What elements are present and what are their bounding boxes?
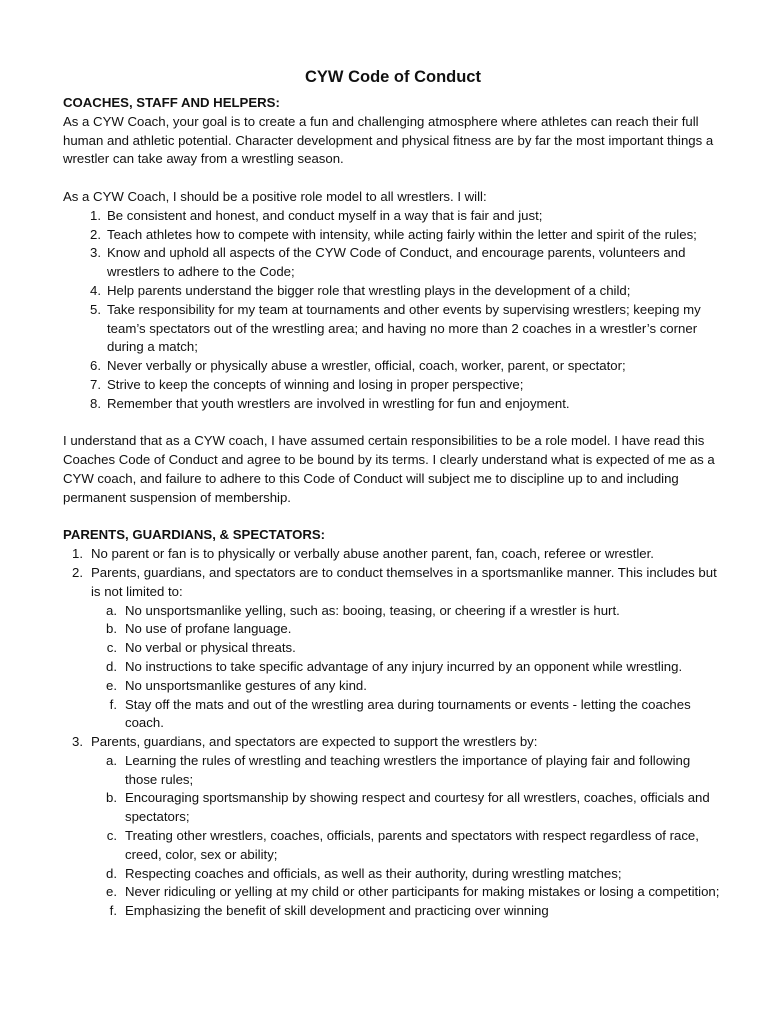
list-marker: 1. [72, 546, 83, 562]
list-item-text: Be consistent and honest, and conduct myself in a way that is fair and just; [107, 207, 543, 223]
list-item-text: No unsportsmanlike gestures of any kind. [125, 677, 367, 693]
list-item-text: Teach athletes how to compete with intensity, while acting fairly within the letter and spirit of the rules; [107, 226, 697, 242]
list-item [63, 244, 723, 282]
sub-list-item [63, 696, 723, 734]
list-item [63, 733, 723, 752]
sub-list-item [63, 883, 723, 902]
list-item-text: Know and uphold all aspects of the CYW Code of Conduct, and encourage parents, volunteers and wrestlers to adhere to the Code; [107, 245, 686, 280]
list-item-text: Encouraging sportsmanship by showing respect and courtesy for all wrestlers, coaches, officials and spectators; [125, 790, 710, 825]
spacer [63, 169, 723, 188]
list-marker: 2. [72, 564, 83, 580]
parents-rules-list [63, 545, 723, 921]
list-marker: f. [109, 903, 117, 919]
spacer [63, 508, 723, 527]
sub-list-item [63, 827, 723, 865]
list-marker: 5. [90, 301, 101, 317]
sub-list-item [63, 602, 723, 621]
coaches-pledge-intro: As a CYW Coach, I should be a positive role model to all wrestlers. I will: [63, 188, 487, 204]
coaches-intro: As a CYW Coach, your goal is to create a fun and challenging atmosphere where athletes can reach their full human and athletic potential. Character development and physical fitness are by far the most important things a wrestler can take away from a wrestling season. [63, 113, 714, 167]
list-item-text: No unsportsmanlike yelling, such as: booing, teasing, or cheering if a wrestler is hurt. [125, 602, 620, 618]
list-item [63, 207, 723, 226]
list-item-text: Parents, guardians, and spectators are expected to support the wrestlers by: [91, 734, 538, 750]
list-item [63, 545, 723, 564]
list-marker: f. [109, 696, 117, 712]
list-item-text: No use of profane language. [125, 621, 292, 637]
list-marker: e. [106, 677, 117, 693]
list-marker: d. [106, 865, 117, 881]
list-item-text: Respecting coaches and officials, as well as their authority, during wrestling matches; [125, 865, 622, 881]
sub-list-item [63, 865, 723, 884]
list-item [63, 282, 723, 301]
list-marker: c. [106, 828, 117, 844]
list-item [63, 564, 723, 602]
list-marker: 2. [90, 226, 101, 242]
list-marker: 6. [90, 358, 101, 374]
page-title: CYW Code of Conduct [305, 68, 481, 86]
sub-list-item [63, 620, 723, 639]
list-item [63, 395, 723, 414]
sub-list-item [63, 639, 723, 658]
list-item-text: No parent or fan is to physically or verbally abuse another parent, fan, coach, referee or wrestler. [91, 546, 654, 562]
list-marker: 7. [90, 376, 101, 392]
list-item-text: Help parents understand the bigger role that wrestling plays in the development of a child; [107, 282, 631, 298]
list-item-text: Learning the rules of wrestling and teaching wrestlers the importance of playing fair and following those rules; [125, 752, 691, 787]
list-marker: b. [106, 621, 117, 637]
list-item [63, 301, 723, 357]
parents-section [63, 526, 723, 921]
list-marker: c. [106, 640, 117, 656]
list-marker: 3. [90, 245, 101, 261]
coaches-heading: COACHES, STAFF AND HELPERS: [63, 95, 280, 110]
document-page [63, 66, 723, 921]
list-item-text: Stay off the mats and out of the wrestling area during tournaments or events - letting the coaches coach. [125, 696, 691, 731]
list-item-text: Parents, guardians, and spectators are to conduct themselves in a sportsmanlike manner. This includes but is not limited to: [91, 564, 717, 599]
list-marker: 4. [90, 282, 101, 298]
list-marker: a. [106, 602, 117, 618]
list-item-text: Never ridiculing or yelling at my child or other participants for making mistakes or losing a competition; [125, 884, 720, 900]
list-item-text: Never verbally or physically abuse a wrestler, official, coach, worker, parent, or spectator; [107, 358, 626, 374]
list-item-text: Emphasizing the benefit of skill development and practicing over winning [125, 903, 549, 919]
list-item [63, 226, 723, 245]
list-marker: 8. [90, 395, 101, 411]
list-item [63, 357, 723, 376]
sub-list-item [63, 658, 723, 677]
list-item-text: No verbal or physical threats. [125, 640, 296, 656]
list-item-text: Strive to keep the concepts of winning and losing in proper perspective; [107, 376, 524, 392]
list-marker: e. [106, 884, 117, 900]
coaches-agreement: I understand that as a CYW coach, I have assumed certain responsibilities to be a role model. I have read this Coaches Code of Conduct and agree to be bound by its terms. I clearly understand what is expected of me as a CYW coach, and failure to adhere to this Code of Conduct will subject me to discipline up to and including permanent suspension of membership. [63, 433, 715, 505]
sub-list-item [63, 752, 723, 790]
list-marker: 1. [90, 207, 101, 223]
list-item [63, 376, 723, 395]
list-marker: 3. [72, 734, 83, 750]
sub-list-item [63, 902, 723, 921]
list-marker: b. [106, 790, 117, 806]
coaches-pledge-list [63, 207, 723, 414]
list-item-text: Treating other wrestlers, coaches, officials, parents and spectators with respect regardless of race, creed, color, sex or ability; [125, 828, 699, 862]
sub-list-item [63, 789, 723, 827]
list-item-text: No instructions to take specific advantage of any injury incurred by an opponent while wrestling. [125, 658, 683, 674]
list-marker: d. [106, 658, 117, 674]
list-item-text: Remember that youth wrestlers are involved in wrestling for fun and enjoyment. [107, 395, 570, 411]
list-marker: a. [106, 752, 117, 768]
list-item-text: Take responsibility for my team at tournaments and other events by supervising wrestlers; keeping my team’s spectators out of the wrestling area; and having no more than 2 coaches in a wrestler’s corner during a match; [107, 301, 701, 355]
spacer [63, 414, 723, 433]
parents-heading: PARENTS, GUARDIANS, & SPECTATORS: [63, 527, 326, 543]
coaches-section [63, 94, 723, 508]
sub-list-item [63, 677, 723, 696]
